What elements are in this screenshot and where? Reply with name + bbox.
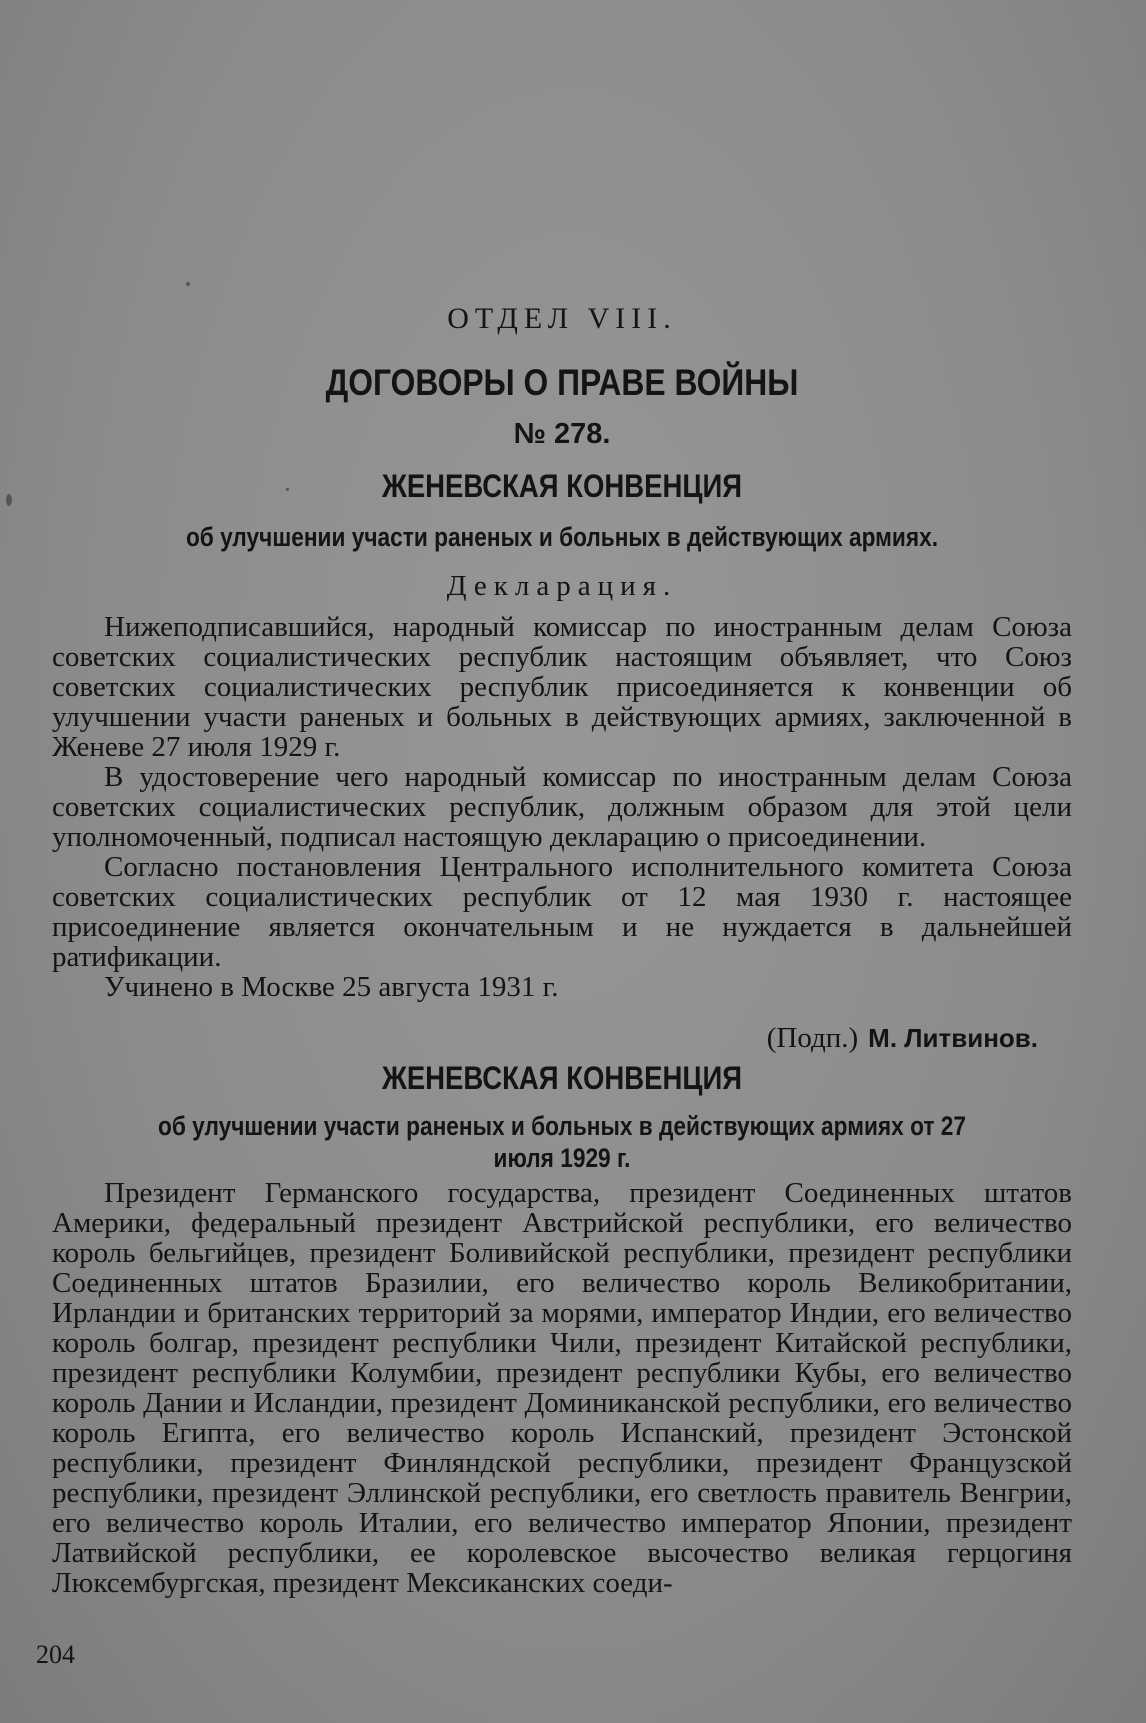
convention-title-2: ЖЕНЕВСКАЯ КОНВЕНЦИЯ [381, 1060, 743, 1096]
convention-subtitle-2: об улучшении участи раненых и больных в действующих армиях от 27 июля 1929 г. [157, 1111, 967, 1173]
signature-prefix: (Подп.) [766, 1022, 859, 1054]
convention-title-1: ЖЕНЕВСКАЯ КОНВЕНЦИЯ [381, 468, 743, 504]
declaration-paragraph-2: В удостоверение чего народный комиссар по иностранным делам Союза советских социалистических республик, должным образом для этой цели уполномоченный, подписал настоящую декларацию о присоединении. [52, 761, 1072, 853]
declaration-paragraph-3: Согласно постановления Центрального исполнительного комитета Союза советских социалистических республик от 12 мая 1930 г. настоящее присоединение является окончательным и не нуждается в дальнейшей ратификации. [52, 851, 1072, 973]
section-label: ОТДЕЛ VIII. [447, 302, 677, 335]
scan-speck [6, 494, 12, 506]
convention-subtitle-1: об улучшении участи раненых и больных в действующих армиях. [185, 522, 939, 552]
declaration-heading: Декларация. [446, 570, 678, 602]
scan-speck [186, 282, 190, 286]
signature-name: М. Литвинов. [868, 1023, 1038, 1053]
scan-speck [286, 488, 289, 491]
page-number: 204 [36, 1640, 75, 1669]
convention-body-paragraph: Президент Германского государства, президент Соединенных штатов Америки, федеральный президент Австрийской республики, его величество король бельгийцев, президент Боливийской республики, президент республики Соединенных штатов Бразилии, его величество король Великобритании, Ирландии и британских территорий за морями, император Индии, его величество король болгар, президент республики Чили, президент Китайской республики, президент республики Колумбии, президент республики Кубы, его величество король Дании и Исландии, президент Доминиканской республики, его величество король Египта, его величество король Испанский, президент Эстонской республики, президент Финляндской республики, президент Французской республики, президент Эллинской республики, его светлость правитель Венгрии, его величество король Италии, его величество император Японии, президент Латвийской республики, ее королевское высочество великая герцогиня Люксембургская, президент Мексиканских соеди- [52, 1177, 1072, 1599]
declaration-text [52, 612, 1072, 1002]
declaration-paragraph-1: Нижеподписавшийся, народный комиссар по иностранным делам Союза советских социалистических республик настоящим объявляет, что Союз советских социалистических республик присоединяется к конвенции об улучшении участи раненых и больных в действующих армиях, заключенной в Женеве 27 июля 1929 г. [52, 611, 1072, 763]
main-title: ДОГОВОРЫ О ПРАВЕ ВОЙНЫ [325, 362, 799, 403]
document-number: № 278. [513, 418, 611, 450]
convention-body [52, 1178, 1072, 1598]
declaration-paragraph-4: Учинено в Москве 25 августа 1931 г. [104, 971, 559, 1003]
signature [767, 1022, 1038, 1055]
